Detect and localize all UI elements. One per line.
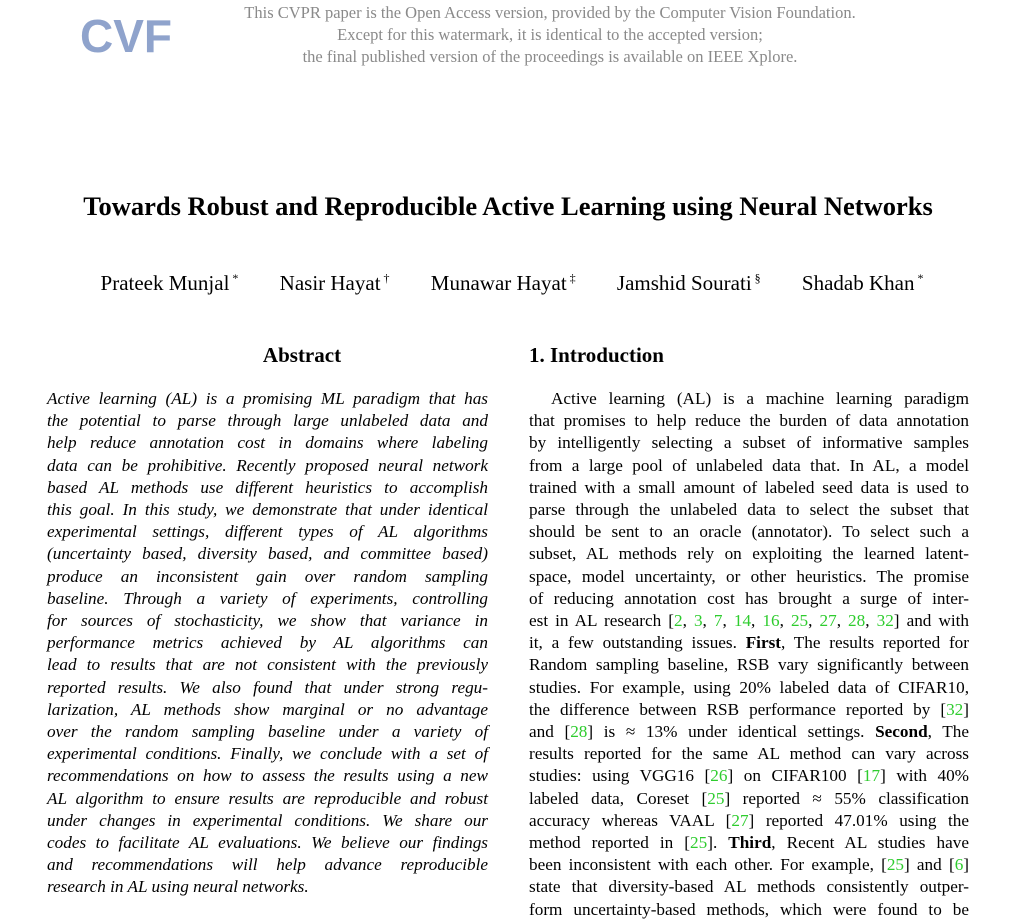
citation-link[interactable]: 16 xyxy=(762,611,780,631)
intro-line: trained with a small amount of labeled seed data is used to xyxy=(529,477,969,497)
intro-line: that promises to help reduce the burden of data annotation xyxy=(529,411,969,431)
text-run: ] is ≈ 13% under identical settings. xyxy=(587,722,876,742)
text-run: , Recent AL studies have xyxy=(771,833,969,853)
text-run: ] on CIFAR100 [ xyxy=(727,766,863,786)
abstract-line: experimental settings, different types of AL algorithms xyxy=(47,522,488,542)
text-run: labeled data, Coreset [ xyxy=(529,788,708,808)
abstract-line: under changes in experimental conditions. We share our xyxy=(47,810,488,830)
text-run: ] xyxy=(963,855,970,875)
open-access-watermark xyxy=(200,2,900,68)
citation-link[interactable]: 27 xyxy=(731,810,749,830)
watermark-line-3: the final published version of the proceedings is available on IEEE Xplore. xyxy=(302,47,798,66)
intro-line xyxy=(529,854,969,876)
author-list xyxy=(0,264,1024,297)
abstract-heading: Abstract xyxy=(262,343,342,367)
abstract-line: Active learning (AL) is a promising ML paradigm that has xyxy=(47,389,488,408)
citation-link[interactable]: 25 xyxy=(886,855,904,875)
text-run: it, a few outstanding issues. xyxy=(529,633,746,653)
text-run: est in AL research [ xyxy=(529,611,674,631)
author-name: Jamshid Sourati xyxy=(616,271,752,295)
citation-link[interactable]: 32 xyxy=(876,611,894,631)
text-run: ] reported 47.01% using the xyxy=(748,810,969,830)
intro-line xyxy=(529,788,969,810)
citation-link[interactable]: 25 xyxy=(690,833,708,853)
abstract-line: produce an inconsistent gain over random sampling xyxy=(47,566,488,586)
citation-link[interactable]: 26 xyxy=(710,766,728,786)
text-run: the difference between RSB performance reported by [ xyxy=(529,699,947,719)
citation-link[interactable]: 2 xyxy=(674,611,683,631)
citation-link[interactable]: 32 xyxy=(946,699,964,719)
author-name: Prateek Munjal xyxy=(100,271,230,295)
text-run: ] and [ xyxy=(904,855,955,875)
abstract-line: baseline. Through a variety of experiments, controlling xyxy=(47,588,488,608)
emphasis-second: Second xyxy=(875,722,928,742)
text-run: ] and with xyxy=(893,611,969,631)
intro-line xyxy=(529,832,969,854)
citation-link[interactable]: 25 xyxy=(707,788,725,808)
citation-link[interactable]: 28 xyxy=(848,611,866,631)
author-affiliation-mark: * xyxy=(232,271,239,285)
abstract-line: help reduce annotation cost in domains where labeling xyxy=(47,433,488,453)
watermark-line-2: Except for this watermark, it is identical to the accepted version; xyxy=(337,25,763,44)
citation-link[interactable]: 27 xyxy=(819,611,837,631)
abstract-line: data can be prohibitive. Recently proposed neural network xyxy=(47,455,488,475)
citation-link[interactable]: 7 xyxy=(713,611,723,631)
abstract-body xyxy=(47,388,488,899)
introduction-body xyxy=(529,388,969,921)
intro-line xyxy=(529,765,969,787)
abstract-line: recommendations on how to assess the results using a new xyxy=(47,766,488,786)
author-2 xyxy=(280,264,390,297)
cvf-logo-text: CVF xyxy=(80,10,172,62)
text-run: method reported in [ xyxy=(529,833,691,853)
author-1 xyxy=(101,264,239,297)
citation-link[interactable]: 28 xyxy=(570,722,588,742)
author-name: Shadab Khan xyxy=(801,271,915,295)
text-run: , The results reported for xyxy=(781,633,969,653)
intro-line: results reported for the same AL method can vary across xyxy=(529,744,969,764)
author-affiliation-mark: † xyxy=(383,271,390,285)
intro-line: state that diversity-based AL methods consistently outper- xyxy=(529,877,969,897)
abstract-line: AL algorithm to ensure results are reproducible and robust xyxy=(47,788,488,808)
abstract-line: reported results. We also found that under strong regu- xyxy=(47,677,488,697)
citation-link[interactable]: 3 xyxy=(693,611,703,631)
intro-line: parse through the unlabeled data to select the subset that xyxy=(529,500,969,520)
intro-line xyxy=(529,721,969,743)
intro-line: space, model uncertainty, or other heuristics. The promise xyxy=(529,566,969,586)
text-run: and [ xyxy=(529,722,571,742)
citation-link[interactable]: 6 xyxy=(954,855,964,875)
watermark-line-1: This CVPR paper is the Open Access version, provided by the Computer Vision Foundation. xyxy=(244,3,856,22)
introduction-heading: 1. Introduction xyxy=(529,343,664,367)
intro-line: subset, AL methods rely on exploiting the learned latent- xyxy=(529,544,969,564)
text-run: ] reported ≈ 55% classification xyxy=(724,788,969,808)
emphasis-first: First xyxy=(745,633,782,653)
intro-line xyxy=(529,632,969,654)
intro-line: Active learning (AL) is a machine learning paradigm xyxy=(551,389,969,408)
abstract-line: performance metrics achieved by AL algorithms can xyxy=(47,633,488,653)
intro-line: studies. For example, using 20% labeled data of CIFAR10, xyxy=(529,677,969,697)
cvf-logo xyxy=(78,6,172,62)
text-run: ] with 40% xyxy=(880,766,969,786)
intro-line: of reducing annotation cost has brought a surge of inter- xyxy=(529,588,969,608)
abstract-line: and recommendations will help advance reproducible xyxy=(47,855,488,875)
author-affiliation-mark: § xyxy=(754,271,761,285)
intro-line: form uncertainty-based methods, which were found to be xyxy=(529,899,969,919)
text-run: ] xyxy=(963,699,969,719)
text-run: been inconsistent with each other. For example, [ xyxy=(529,855,887,875)
author-3 xyxy=(431,264,576,297)
text-run: , The xyxy=(927,722,969,742)
abstract-line: experimental conditions. Finally, we conclude with a set of xyxy=(47,744,488,764)
intro-line: Random sampling baseline, RSB vary significantly between xyxy=(529,655,969,675)
intro-line: by intelligently selecting a subset of informative samples xyxy=(529,433,969,453)
intro-line xyxy=(529,699,969,721)
abstract-line: (uncertainty based, diversity based, and committee based) xyxy=(47,544,488,564)
intro-line: should be sent to an oracle (annotator). To select such a xyxy=(529,522,969,542)
author-affiliation-mark: * xyxy=(917,271,924,285)
emphasis-third: Third xyxy=(728,833,772,853)
abstract-line: lead to results that are not consistent with the previously xyxy=(47,655,488,675)
intro-line: est in AL research [2, 3, 7, 14, 16, 25, 27, 28, 32] and with xyxy=(529,611,969,631)
author-name: Nasir Hayat xyxy=(279,271,381,295)
abstract-line: larization, AL methods show marginal or no advantage xyxy=(47,699,488,719)
text-run: studies: using VGG16 [ xyxy=(529,766,711,786)
author-name: Munawar Hayat xyxy=(430,271,567,295)
author-4 xyxy=(617,264,761,297)
intro-line xyxy=(529,810,969,832)
intro-line: from a large pool of unlabeled data that. In AL, a model xyxy=(529,455,969,475)
author-5 xyxy=(802,264,924,297)
paper-title: Towards Robust and Reproducible Active Learning using Neural Networks xyxy=(83,191,933,221)
text-run: accuracy whereas VAAL [ xyxy=(529,810,732,830)
abstract-line: this goal. In this study, we demonstrate that under identical xyxy=(47,500,488,520)
author-affiliation-mark: ‡ xyxy=(569,271,576,285)
abstract-line: for sources of stochasticity, we show that variance in xyxy=(47,611,488,631)
citation-link[interactable]: 25 xyxy=(790,611,809,631)
citation-link[interactable]: 17 xyxy=(862,766,881,786)
text-run: ]. xyxy=(707,833,729,853)
abstract-line: based AL methods use different heuristics to accomplish xyxy=(47,477,488,497)
abstract-line: research in AL using neural networks. xyxy=(47,877,309,897)
abstract-line: over the random sampling baseline under a variety of xyxy=(47,722,488,742)
abstract-line: codes to facilitate AL evaluations. We believe our findings xyxy=(47,833,488,853)
citation-link[interactable]: 14 xyxy=(733,611,752,631)
abstract-line: the potential to parse through large unlabeled data and xyxy=(47,411,488,431)
